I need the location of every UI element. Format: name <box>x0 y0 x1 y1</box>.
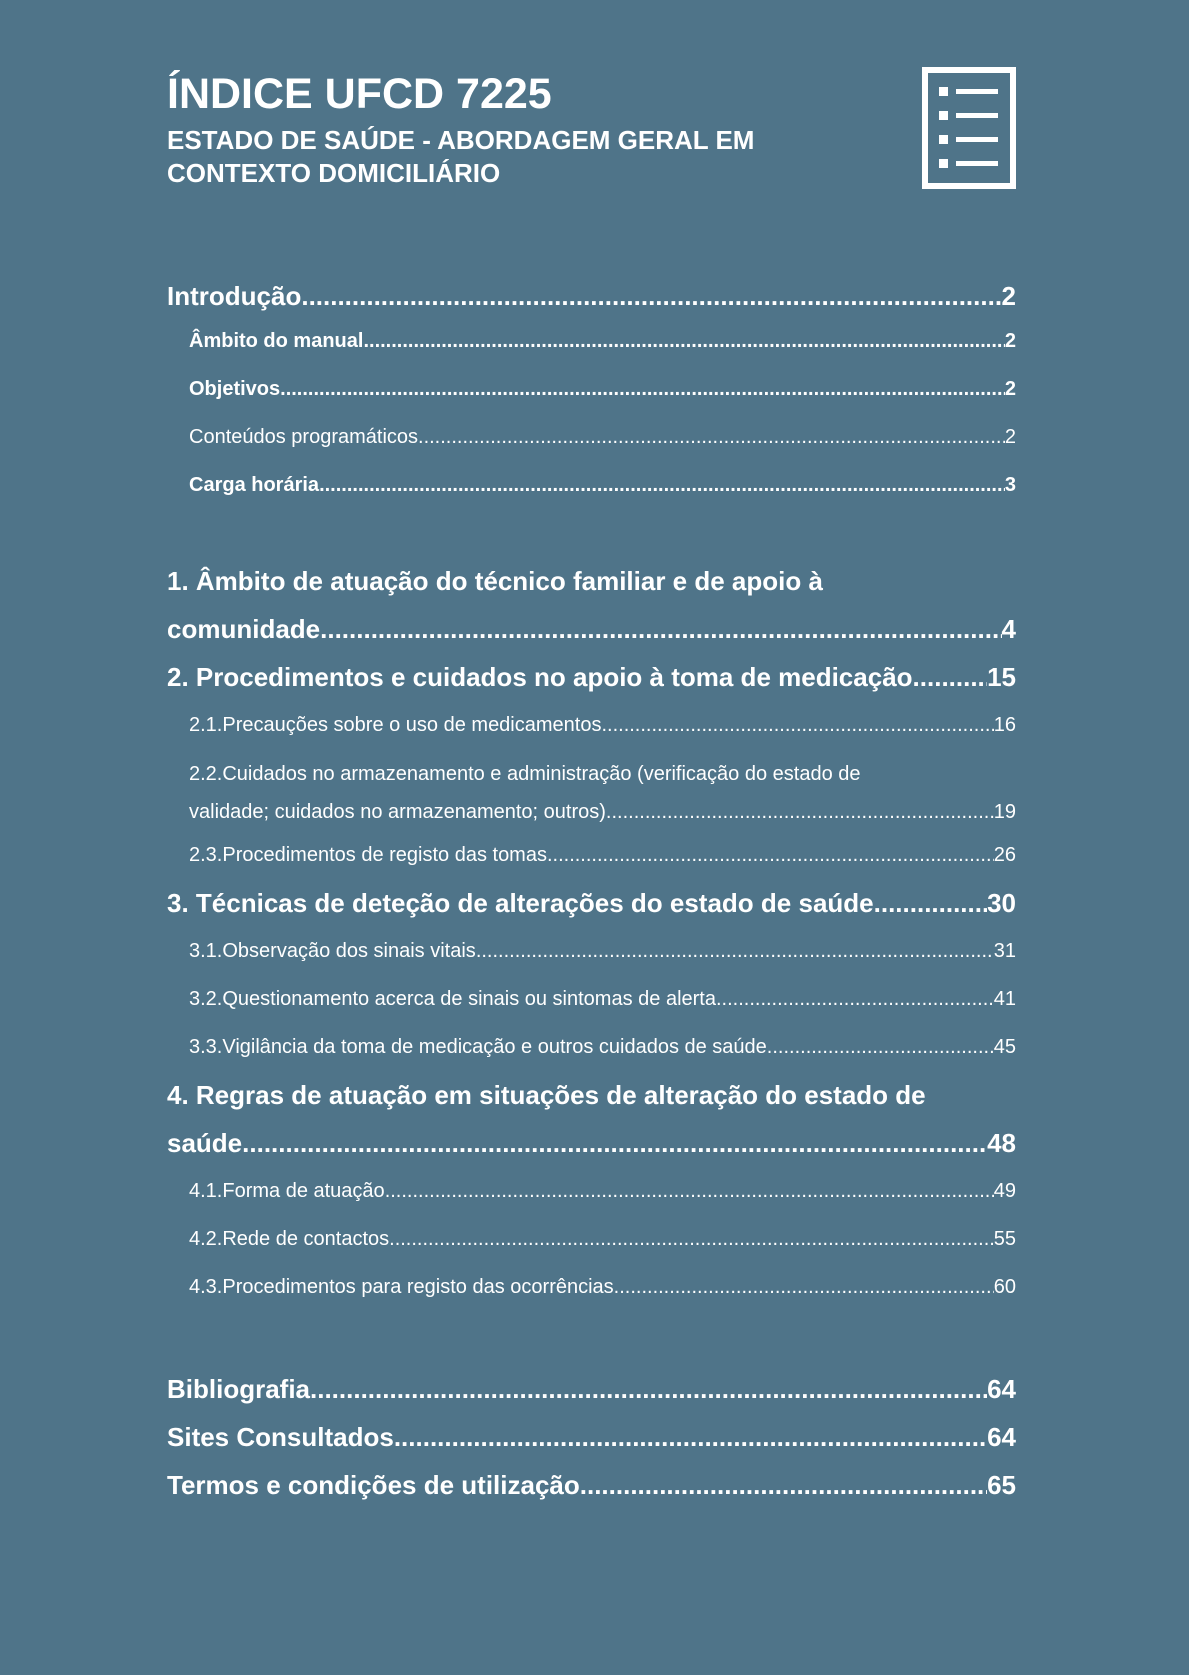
toc-entry-3-2[interactable]: 3.2.Questionamento acerca de sinais ou sintomas de alerta ..... 41 <box>167 975 1016 1023</box>
toc-entry-2-1[interactable]: 2.1.Precauções sobre o uso de medicamentos ..... 16 <box>167 701 1016 749</box>
toc-entry-4-1[interactable]: 4.1.Forma de atuação ..... 49 <box>167 1167 1016 1215</box>
toc-entry-4[interactable]: saúde ..... 48 <box>167 1119 1016 1167</box>
subtitle-line-1: ESTADO DE SAÚDE - ABORDAGEM GERAL EM <box>167 125 755 155</box>
toc-entry-bibliografia[interactable]: Bibliografia ..... 64 <box>167 1365 1016 1413</box>
page-title: ÍNDICE UFCD 7225 <box>167 70 552 118</box>
toc-entry-termos[interactable]: Termos e condições de utilização ..... 65 <box>167 1461 1016 1509</box>
toc-entry-introducao[interactable]: Introdução ..... 2 <box>167 275 1016 317</box>
toc-entry-ambito-manual[interactable]: Âmbito do manual ..... 2 <box>167 317 1016 365</box>
subtitle <box>167 124 847 190</box>
toc-entry-3-1[interactable]: 3.1.Observação dos sinais vitais ..... 31 <box>167 927 1016 975</box>
toc-entry-objetivos[interactable]: Objetivos ..... 2 <box>167 365 1016 413</box>
table-of-contents <box>167 275 1016 1509</box>
toc-entry-1[interactable]: comunidade ..... 4 <box>167 605 1016 653</box>
document-list-icon <box>922 67 1016 189</box>
toc-entry-4-line1[interactable]: 4. Regras de atuação em situações de alteração do estado de <box>167 1080 926 1110</box>
toc-entry-3-3[interactable]: 3.3.Vigilância da toma de medicação e outros cuidados de saúde ..... 45 <box>167 1023 1016 1071</box>
toc-entry-conteudos[interactable]: Conteúdos programáticos ..... 2 <box>167 413 1016 461</box>
spacer <box>167 509 1016 557</box>
toc-entry-4-2[interactable]: 4.2.Rede de contactos ..... 55 <box>167 1215 1016 1263</box>
subtitle-line-2: CONTEXTO DOMICILIÁRIO <box>167 158 501 188</box>
toc-entry-2-2-line1[interactable]: 2.2.Cuidados no armazenamento e administração (verificação do estado de <box>189 763 861 785</box>
spacer <box>167 1311 1016 1365</box>
toc-entry-4-3[interactable]: 4.3.Procedimentos para registo das ocorrências ..... 60 <box>167 1263 1016 1311</box>
header <box>167 68 847 190</box>
toc-entry-2-2[interactable]: validade; cuidados no armazenamento; outros) ..... 19 <box>167 793 1016 831</box>
toc-entry-sites-consultados[interactable]: Sites Consultados ..... 64 <box>167 1413 1016 1461</box>
toc-entry-1-line1[interactable]: 1. Âmbito de atuação do técnico familiar e de apoio à <box>167 566 823 596</box>
toc-entry-carga-horaria[interactable]: Carga horária ..... 3 <box>167 461 1016 509</box>
toc-entry-2-3[interactable]: 2.3.Procedimentos de registo das tomas ..... 26 <box>167 831 1016 879</box>
toc-entry-2[interactable]: 2. Procedimentos e cuidados no apoio à toma de medicação ..... 15 <box>167 653 1016 701</box>
toc-entry-3[interactable]: 3. Técnicas de deteção de alterações do estado de saúde ..... 30 <box>167 879 1016 927</box>
